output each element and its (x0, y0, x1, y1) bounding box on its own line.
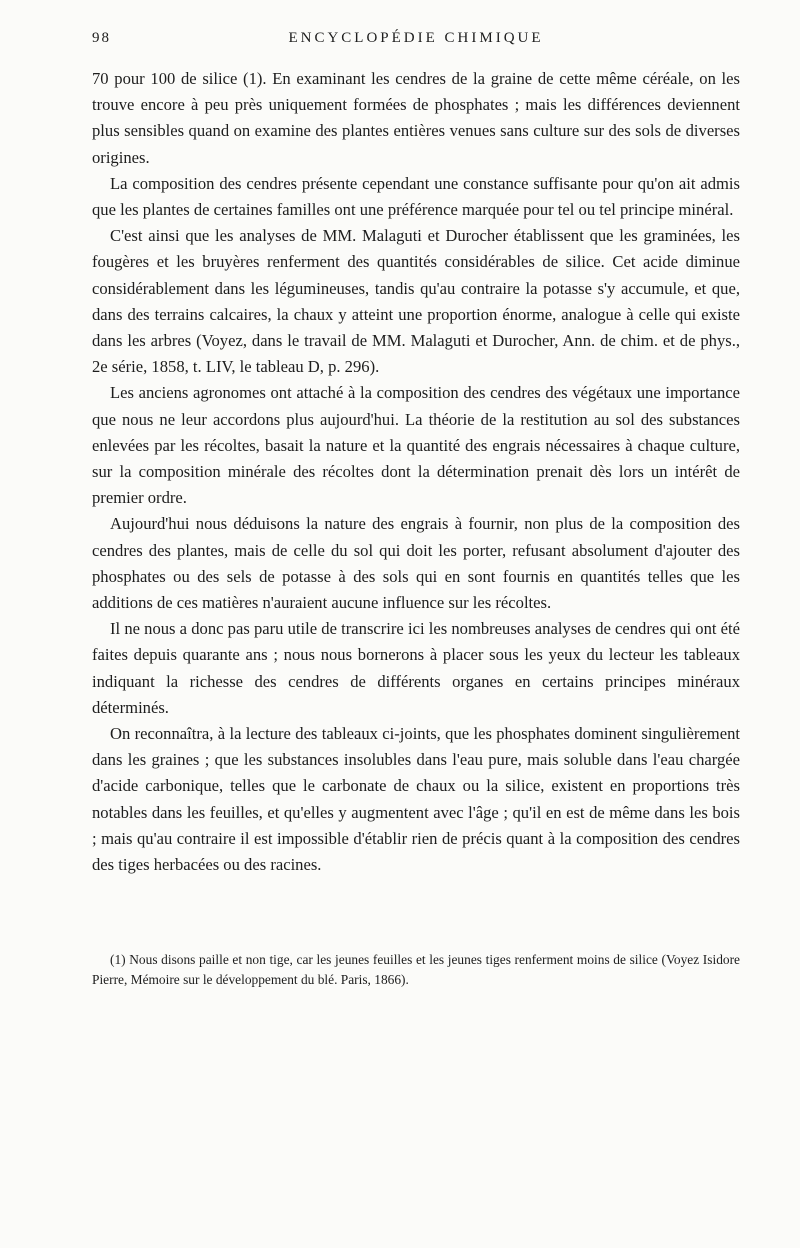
paragraph: Il ne nous a donc pas paru utile de transcrire ici les nombreuses analyses de cendres qui ont été faites depuis quarante ans ; nous nous bornerons à placer sous les yeux du lecteur les tableaux indiquant la richesse des cendres de différents organes en certains principes minéraux déterminés. (92, 619, 740, 717)
page-number: 98 (92, 30, 111, 46)
footnotes (92, 950, 740, 990)
running-title: ENCYCLOPÉDIE CHIMIQUE (288, 30, 544, 46)
body-text (92, 66, 740, 878)
paragraph: C'est ainsi que les analyses de MM. Malaguti et Durocher établissent que les graminées, les fougères et les bruyères renferment des quantités considérables de silice. Cet acide diminue considérablement dans les légumineuses, tandis qu'au contraire la potasse s'y accumule, et que, dans des terrains calcaires, la chaux y atteint une proportion énorme, analogue à celle qui existe dans les arbres (Voyez, dans le travail de MM. Malaguti et Durocher, Ann. de chim. et de phys., 2e série, 1858, t. LIV, le tableau D, p. 296). (92, 226, 740, 377)
paragraph: Aujourd'hui nous déduisons la nature des engrais à fournir, non plus de la composition des cendres des plantes, mais de celle du sol qui doit les porter, refusant absolument d'ajouter des phosphates ou des sels de potasse à des sols qui en sont fournis en quantités telles que les additions de ces matières n'auraient aucune influence sur les récoltes. (92, 514, 740, 613)
paragraph: On reconnaîtra, à la lecture des tableaux ci-joints, que les phosphates dominent singulièrement dans les graines ; que les substances insolubles dans l'eau pure, mais soluble dans l'eau chargée d'acide carbonique, telles que le carbonate de chaux ou la silice, existent en proportions très notables dans les feuilles, et qu'elles y augmentent avec l'âge ; qu'il en est de même dans les bois ; mais qu'au contraire il est impossible d'établir rien de précis quant à la composition des cendres des tiges herbacées ou des racines. (92, 724, 740, 875)
paragraph: 70 pour 100 de silice (1). En examinant les cendres de la graine de cette même céréale, on les trouve encore à peu près uniquement formées de phosphates ; mais les différences deviennent plus sensibles quand on examine des plantes entières venues sans culture sur des sols de diverses origines. (92, 69, 740, 167)
footnote: (1) Nous disons paille et non tige, car les jeunes feuilles et les jeunes tiges renferment moins de silice (Voyez Isidore Pierre, Mémoire sur le développement du blé. Paris, 1866). (92, 952, 740, 987)
page-header (92, 30, 740, 54)
paragraph: Les anciens agronomes ont attaché à la composition des cendres des végétaux une importance que nous ne leur accordons plus aujourd'hui. La théorie de la restitution au sol des substances enlevées par les récoltes, basait la nature et la quantité des engrais nécessaires à chaque culture, sur la composition minérale des récoltes dont la détermination prenait dès lors un intérêt de premier ordre. (92, 383, 740, 508)
paragraph: La composition des cendres présente cependant une constance suffisante pour qu'on ait admis que les plantes de certaines familles ont une préférence marquée pour tel ou tel principe minéral. (92, 173, 740, 220)
